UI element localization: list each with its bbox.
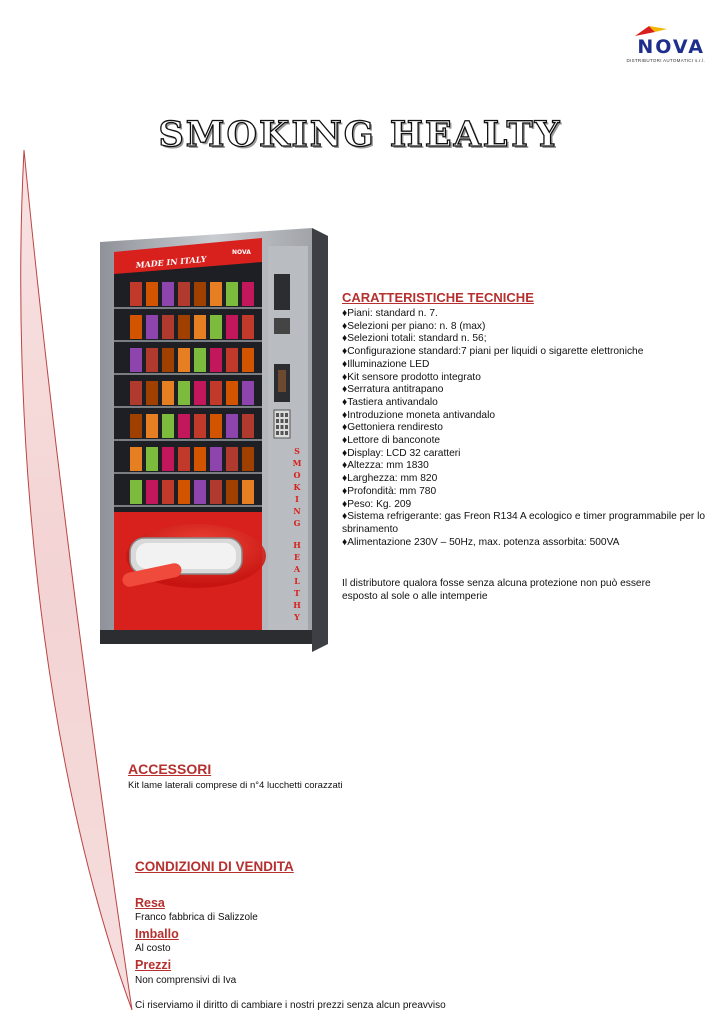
logo-subtitle: DISTRIBUTORI AUTOMATICI s.r.l.: [626, 58, 705, 63]
imballo-value: Al costo: [135, 943, 171, 954]
product-box: [130, 480, 142, 504]
spec-item: ♦ Profondità: mm 780: [342, 486, 712, 499]
product-box: [194, 447, 206, 471]
page-title: SMOKING HEALTY: [158, 114, 562, 155]
product-box: [130, 447, 142, 471]
side-letter: H: [293, 600, 301, 610]
product-box: [242, 315, 254, 339]
product-box: [210, 282, 222, 306]
side-letter: H: [293, 540, 301, 550]
product-box: [210, 381, 222, 405]
spec-item: ♦ Alimentazione 230V – 50Hz, max. potenza assorbita: 500VA: [342, 537, 712, 550]
product-box: [162, 315, 174, 339]
spec-item: ♦ Selezioni per piano: n. 8 (max): [342, 321, 712, 334]
product-box: [178, 447, 190, 471]
spec-item: ♦ Piani: standard n. 7.: [342, 308, 712, 321]
logo-name: NOVA: [637, 36, 705, 58]
vending-machine-image: [100, 228, 328, 652]
specs-list: [342, 308, 712, 549]
product-box: [162, 282, 174, 306]
product-box: [226, 348, 238, 372]
spec-item: ♦ Altezza: mm 1830: [342, 460, 712, 473]
product-box: [146, 447, 158, 471]
spec-item: ♦ Peso: Kg. 209: [342, 499, 712, 512]
spec-item: ♦ Introduzione moneta antivandalo: [342, 410, 712, 423]
product-box: [242, 480, 254, 504]
side-letter: O: [293, 470, 301, 480]
product-box: [210, 348, 222, 372]
product-box: [162, 447, 174, 471]
product-box: [162, 480, 174, 504]
spec-item: ♦ Configurazione standard:7 piani per liquidi o sigarette elettroniche: [342, 346, 712, 359]
product-box: [146, 315, 158, 339]
product-box: [130, 381, 142, 405]
product-box: [242, 348, 254, 372]
product-box: [130, 282, 142, 306]
side-letter: Y: [294, 612, 300, 622]
machine-banner: MADE IN ITALY: [135, 253, 207, 270]
footer-note: Ci riserviamo il diritto di cambiare i nostri prezzi senza alcun preavviso: [135, 1000, 446, 1011]
side-letter: N: [293, 506, 301, 516]
spec-item: ♦ Tastiera antivandalo: [342, 397, 712, 410]
product-box: [130, 315, 142, 339]
product-box: [210, 414, 222, 438]
product-box: [130, 414, 142, 438]
product-box: [226, 414, 238, 438]
product-box: [210, 480, 222, 504]
resa-value: Franco fabbrica di Salizzole: [135, 912, 258, 923]
product-box: [162, 348, 174, 372]
product-box: [146, 381, 158, 405]
spec-item: ♦ Illuminazione LED: [342, 359, 712, 372]
spec-item: ♦ Serratura antitrapano: [342, 384, 712, 397]
side-letter: G: [293, 518, 301, 528]
specs-note: Il distributore qualora fosse senza alcuna protezione non può essere esposto al sole o alle intemperie: [342, 578, 651, 602]
product-box: [226, 381, 238, 405]
product-box: [178, 480, 190, 504]
product-box: [194, 282, 206, 306]
spec-item: ♦ Larghezza: mm 820: [342, 473, 712, 486]
product-box: [194, 348, 206, 372]
product-box: [242, 381, 254, 405]
spec-item: ♦ Lettore di banconote: [342, 435, 712, 448]
bill-acceptor: [274, 274, 290, 310]
product-box: [242, 282, 254, 306]
product-box: [162, 414, 174, 438]
product-box: [146, 414, 158, 438]
product-box: [242, 414, 254, 438]
spec-item: ♦ Gettoniera rendiresto: [342, 422, 712, 435]
product-box: [178, 315, 190, 339]
product-box: [130, 348, 142, 372]
product-box: [194, 414, 206, 438]
spec-item: ♦ Selezioni totali: standard n. 56;: [342, 333, 712, 346]
product-box: [146, 480, 158, 504]
product-box: [178, 381, 190, 405]
product-box: [210, 315, 222, 339]
spec-item: ♦ Sistema refrigerante: gas Freon R134 A ecologico e timer programmabile per lo sbrinamento: [342, 511, 712, 536]
spec-item: ♦ Kit sensore prodotto integrato: [342, 372, 712, 385]
product-box: [242, 447, 254, 471]
product-box: [194, 381, 206, 405]
side-letter: K: [293, 482, 301, 492]
product-box: [178, 282, 190, 306]
prezzi-label: Prezzi: [135, 958, 172, 972]
product-box: [210, 447, 222, 471]
company-logo: [613, 24, 705, 68]
side-letter: T: [294, 588, 300, 598]
side-letter: E: [293, 552, 301, 562]
product-box: [146, 282, 158, 306]
accessori-heading: ACCESSORI: [128, 761, 212, 777]
product-box: [178, 414, 190, 438]
machine-brand: NOVA: [232, 249, 251, 256]
product-box: [226, 315, 238, 339]
side-letter: A: [293, 564, 301, 574]
accessori-text: Kit lame laterali comprese di n°4 lucchetti corazzati: [128, 780, 343, 791]
product-box: [194, 315, 206, 339]
prezzi-value: Non comprensivi di Iva: [135, 975, 237, 986]
technical-specs: [342, 290, 712, 549]
product-box: [146, 348, 158, 372]
side-letter: L: [294, 576, 300, 586]
product-box: [226, 282, 238, 306]
product-box: [162, 381, 174, 405]
imballo-label: Imballo: [135, 927, 179, 941]
specs-heading: CARATTERISTICHE TECNICHE: [342, 290, 534, 305]
side-letter: M: [292, 458, 302, 468]
product-box: [194, 480, 206, 504]
resa-label: Resa: [135, 896, 165, 910]
side-letter: S: [294, 446, 300, 456]
product-box: [226, 480, 238, 504]
product-box: [178, 348, 190, 372]
product-box: [226, 447, 238, 471]
side-letter: I: [295, 494, 299, 504]
condizioni-heading: CONDIZIONI DI VENDITA: [135, 859, 294, 874]
spec-item: ♦ Display: LCD 32 caratteri: [342, 448, 712, 461]
